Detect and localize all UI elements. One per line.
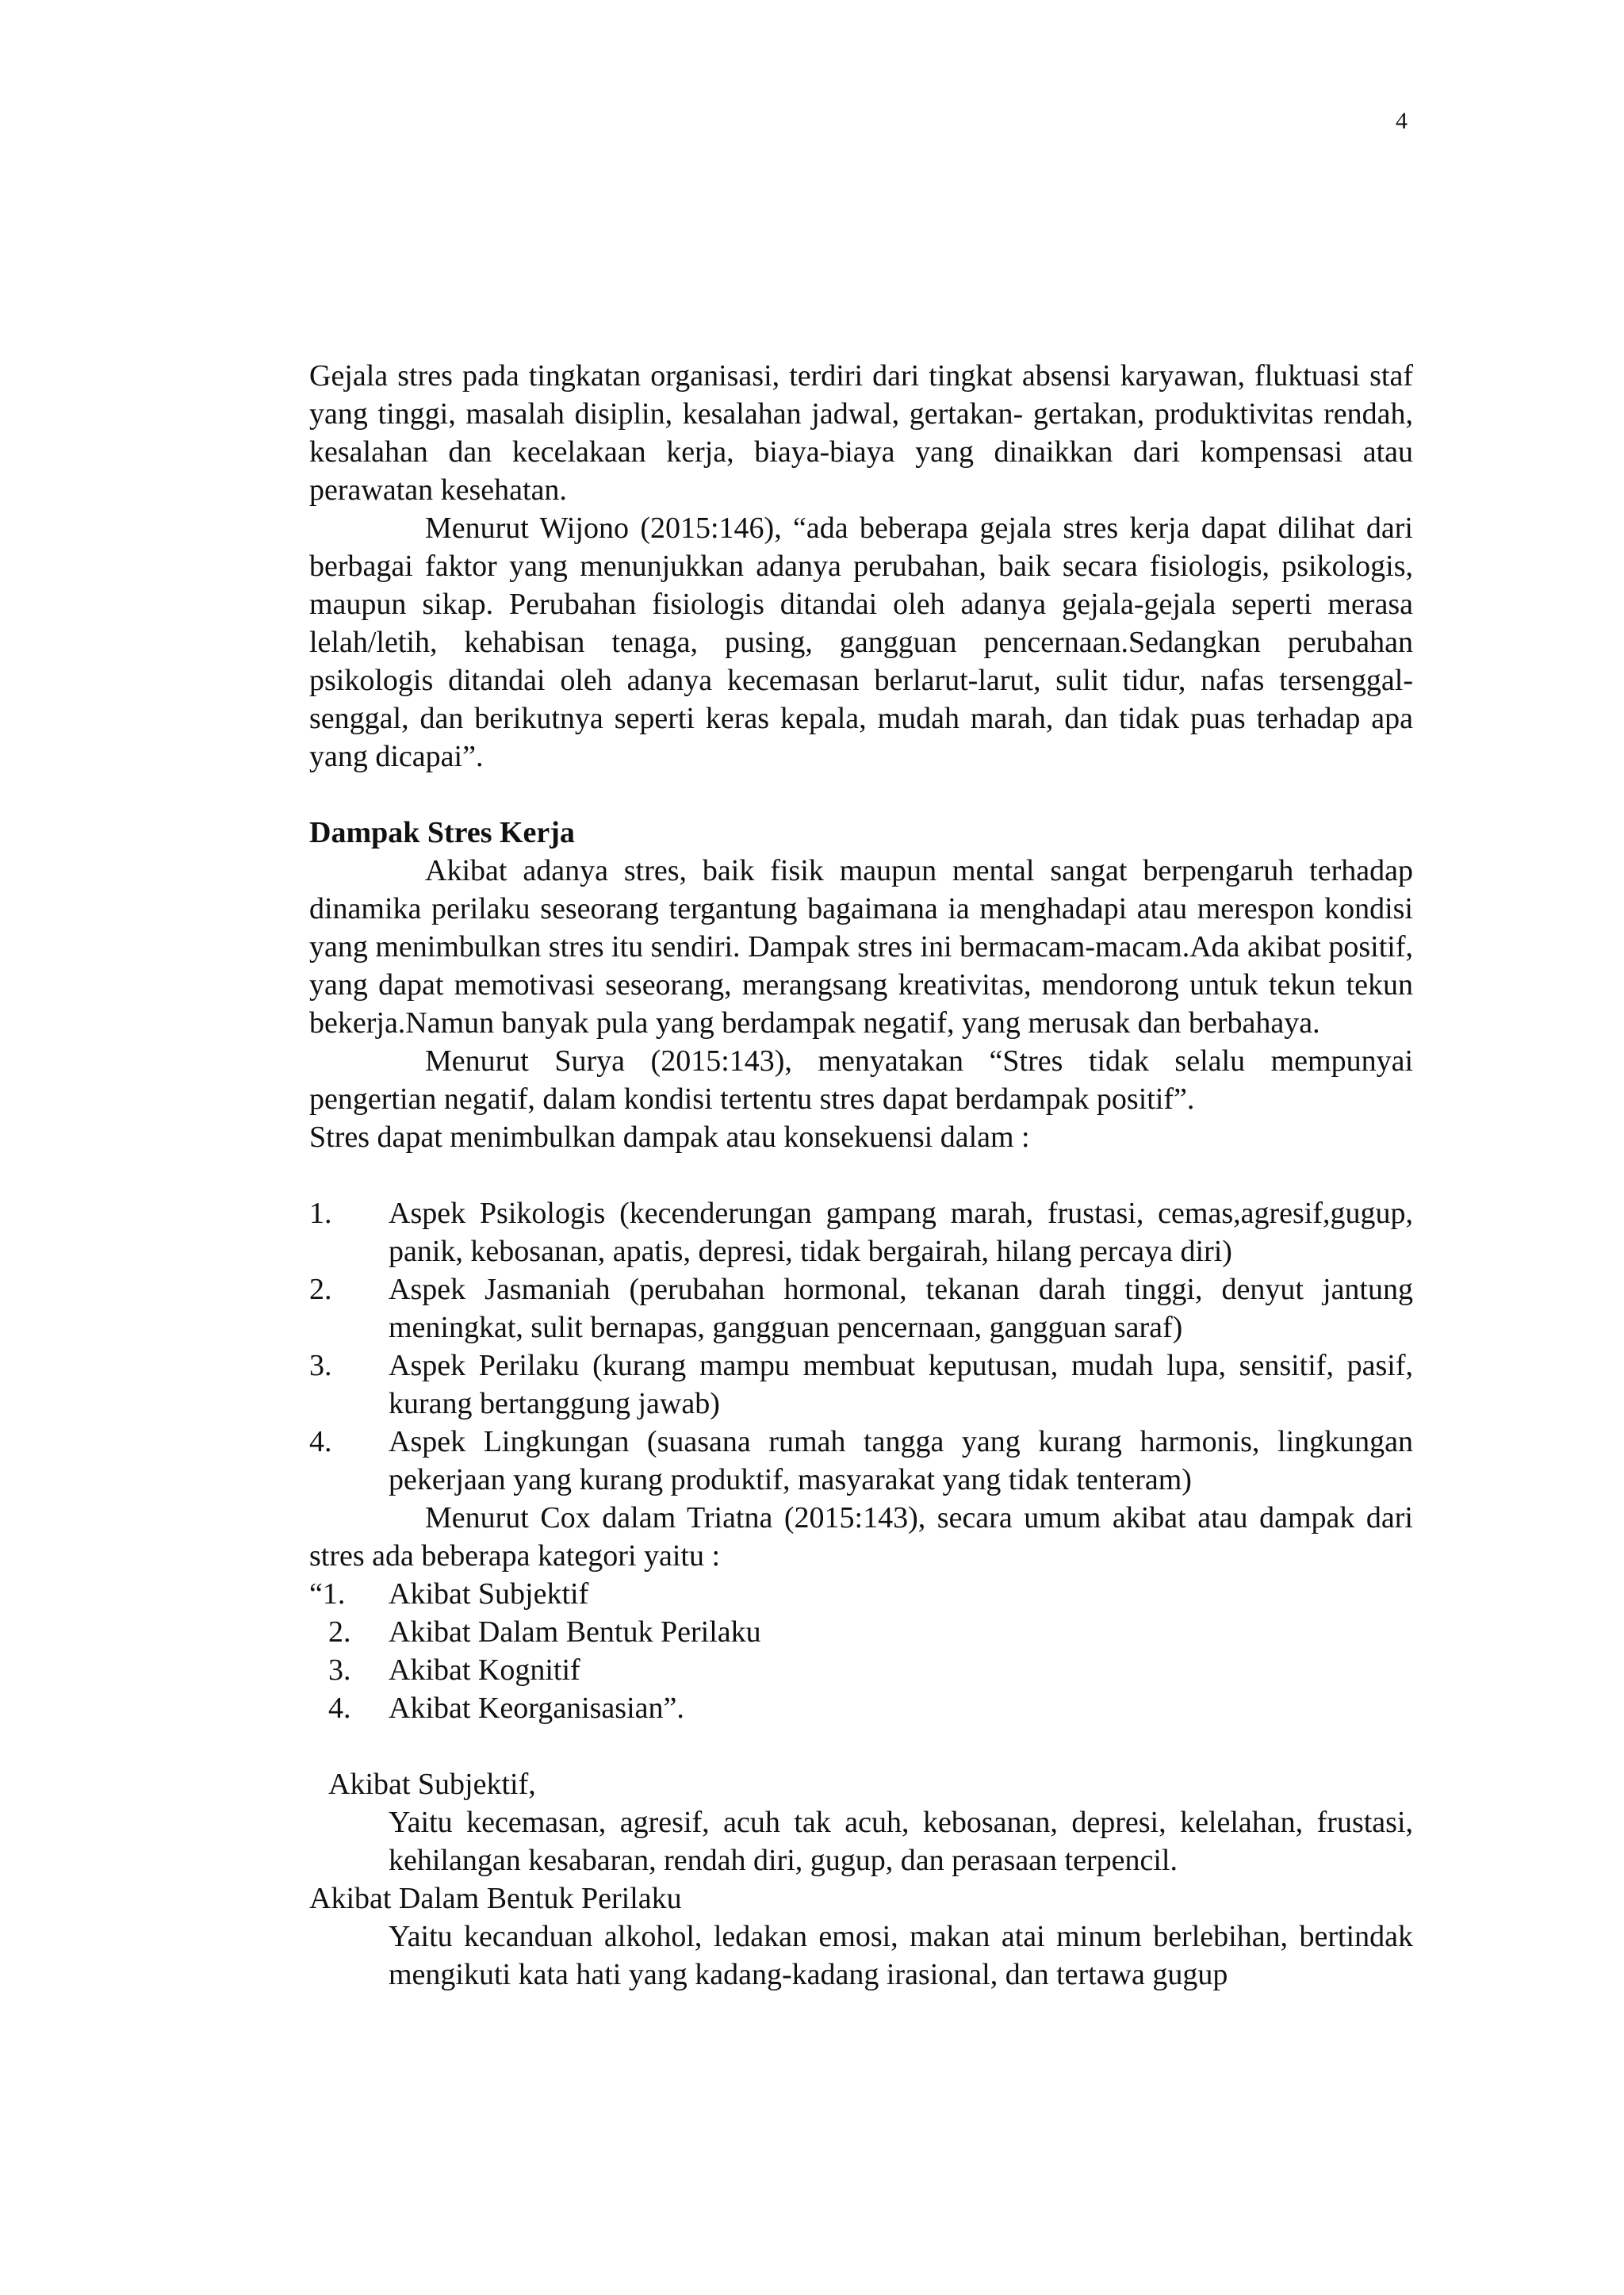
- list-item: [309, 1270, 1413, 1347]
- list-text: Akibat Subjektif: [389, 1577, 589, 1611]
- aspect-list: [309, 1194, 1413, 1499]
- spacer: [309, 1727, 1413, 1765]
- page-number: 4: [1396, 108, 1408, 134]
- list-number: 1.: [309, 1197, 332, 1230]
- list-number: 3.: [309, 1349, 332, 1382]
- list-item: [309, 1194, 1413, 1270]
- paragraph-konsekuensi: Stres dapat menimbulkan dampak atau konsekuensi dalam :: [309, 1121, 1030, 1154]
- list-number: 4.: [328, 1692, 351, 1725]
- paragraph-organisasi: Gejala stres pada tingkatan organisasi, terdiri dari tingkat absensi karyawan, fluktuasi staf yang tinggi, masalah disiplin, kesalahan jadwal, gertakan- gertakan, produktivitas rendah, kesalahan dan kecelakaan kerja, biaya-biaya yang dinaikkan dari kompensasi atau perawatan kesehatan.: [309, 359, 1413, 507]
- subsection-body-perilaku: Yaitu kecanduan alkohol, ledakan emosi, makan atai minum berlebihan, bertindak mengikuti kata hati yang kadang-kadang irasional, dan tertawa gugup: [389, 1920, 1413, 1991]
- list-item: [309, 1575, 1413, 1613]
- spacer: [309, 1156, 1413, 1194]
- list-number: 2.: [328, 1615, 351, 1649]
- paragraph-cox: Menurut Cox dalam Triatna (2015:143), secara umum akibat atau dampak dari stres ada beberapa kategori yaitu :: [309, 1501, 1413, 1573]
- list-text: Aspek Psikologis (kecenderungan gampang marah, frustasi, cemas,agresif,gugup, panik, kebosanan, apatis, depresi, tidak bergairah, hilang percaya diri): [389, 1197, 1413, 1268]
- list-item: [309, 1689, 1413, 1727]
- cox-category-list: [309, 1575, 1413, 1727]
- list-number: 2.: [309, 1273, 332, 1306]
- paragraph-akibat: Akibat adanya stres, baik fisik maupun mental sangat berpengaruh terhadap dinamika perilaku seseorang tergantung bagaimana ia menghadapi atau merespon kondisi yang menimbulkan stres itu sendiri. Dampak stres ini bermacam-macam.Ada akibat positif, yang dapat memotivasi seseorang, merangsang kreativitas, mendorong untuk tekun tekun bekerja.Namun banyak pula yang berdampak negatif, yang merusak dan berbahaya.: [309, 854, 1413, 1040]
- subsection-title-perilaku: Akibat Dalam Bentuk Perilaku: [309, 1882, 682, 1915]
- list-number: “1.: [309, 1577, 346, 1611]
- list-text: Aspek Lingkungan (suasana rumah tangga yang kurang harmonis, lingkungan pekerjaan yang kurang produktif, masyarakat yang tidak tenteram): [389, 1425, 1413, 1496]
- subsection-title-subjektif: Akibat Subjektif,: [328, 1768, 536, 1801]
- list-item: [309, 1423, 1413, 1499]
- list-item: [309, 1613, 1413, 1651]
- paragraph-wijono: Menurut Wijono (2015:146), “ada beberapa gejala stres kerja dapat dilihat dari berbagai faktor yang menunjukkan adanya perubahan, baik secara fisiologis, psikologis, maupun sikap. Perubahan fisiologis ditandai oleh adanya gejala-gejala seperti merasa lelah/letih, kehabisan tenaga, pusing, gangguan pencernaan.Sedangkan perubahan psikologis ditandai oleh adanya kecemasan berlarut-larut, sulit tidur, nafas tersenggal-senggal, dan berikutnya seperti keras kepala, mudah marah, dan tidak puas terhadap apa yang dicapai”.: [309, 511, 1413, 773]
- list-number: 4.: [309, 1425, 332, 1458]
- list-item: [309, 1651, 1413, 1689]
- list-text: Akibat Kognitif: [389, 1653, 580, 1687]
- list-text: Akibat Dalam Bentuk Perilaku: [389, 1615, 761, 1649]
- list-item: [309, 1347, 1413, 1423]
- list-number: 3.: [328, 1653, 351, 1687]
- spacer: [309, 776, 1413, 814]
- list-text: Aspek Jasmaniah (perubahan hormonal, tekanan darah tinggi, denyut jantung meningkat, sulit bernapas, gangguan pencernaan, gangguan saraf): [389, 1273, 1413, 1344]
- paragraph-surya: Menurut Surya (2015:143), menyatakan “Stres tidak selalu mempunyai pengertian negatif, dalam kondisi tertentu stres dapat berdampak positif”.: [309, 1044, 1413, 1116]
- section-heading: Dampak Stres Kerja: [309, 816, 575, 849]
- list-text: Aspek Perilaku (kurang mampu membuat keputusan, mudah lupa, sensitif, pasif, kurang bertanggung jawab): [389, 1349, 1413, 1420]
- list-text: Akibat Keorganisasian”.: [389, 1692, 684, 1725]
- document-body: [309, 357, 1413, 1994]
- subsection-body-subjektif: Yaitu kecemasan, agresif, acuh tak acuh, kebosanan, depresi, kelelahan, frustasi, kehilangan kesabaran, rendah diri, gugup, dan perasaan terpencil.: [389, 1806, 1413, 1877]
